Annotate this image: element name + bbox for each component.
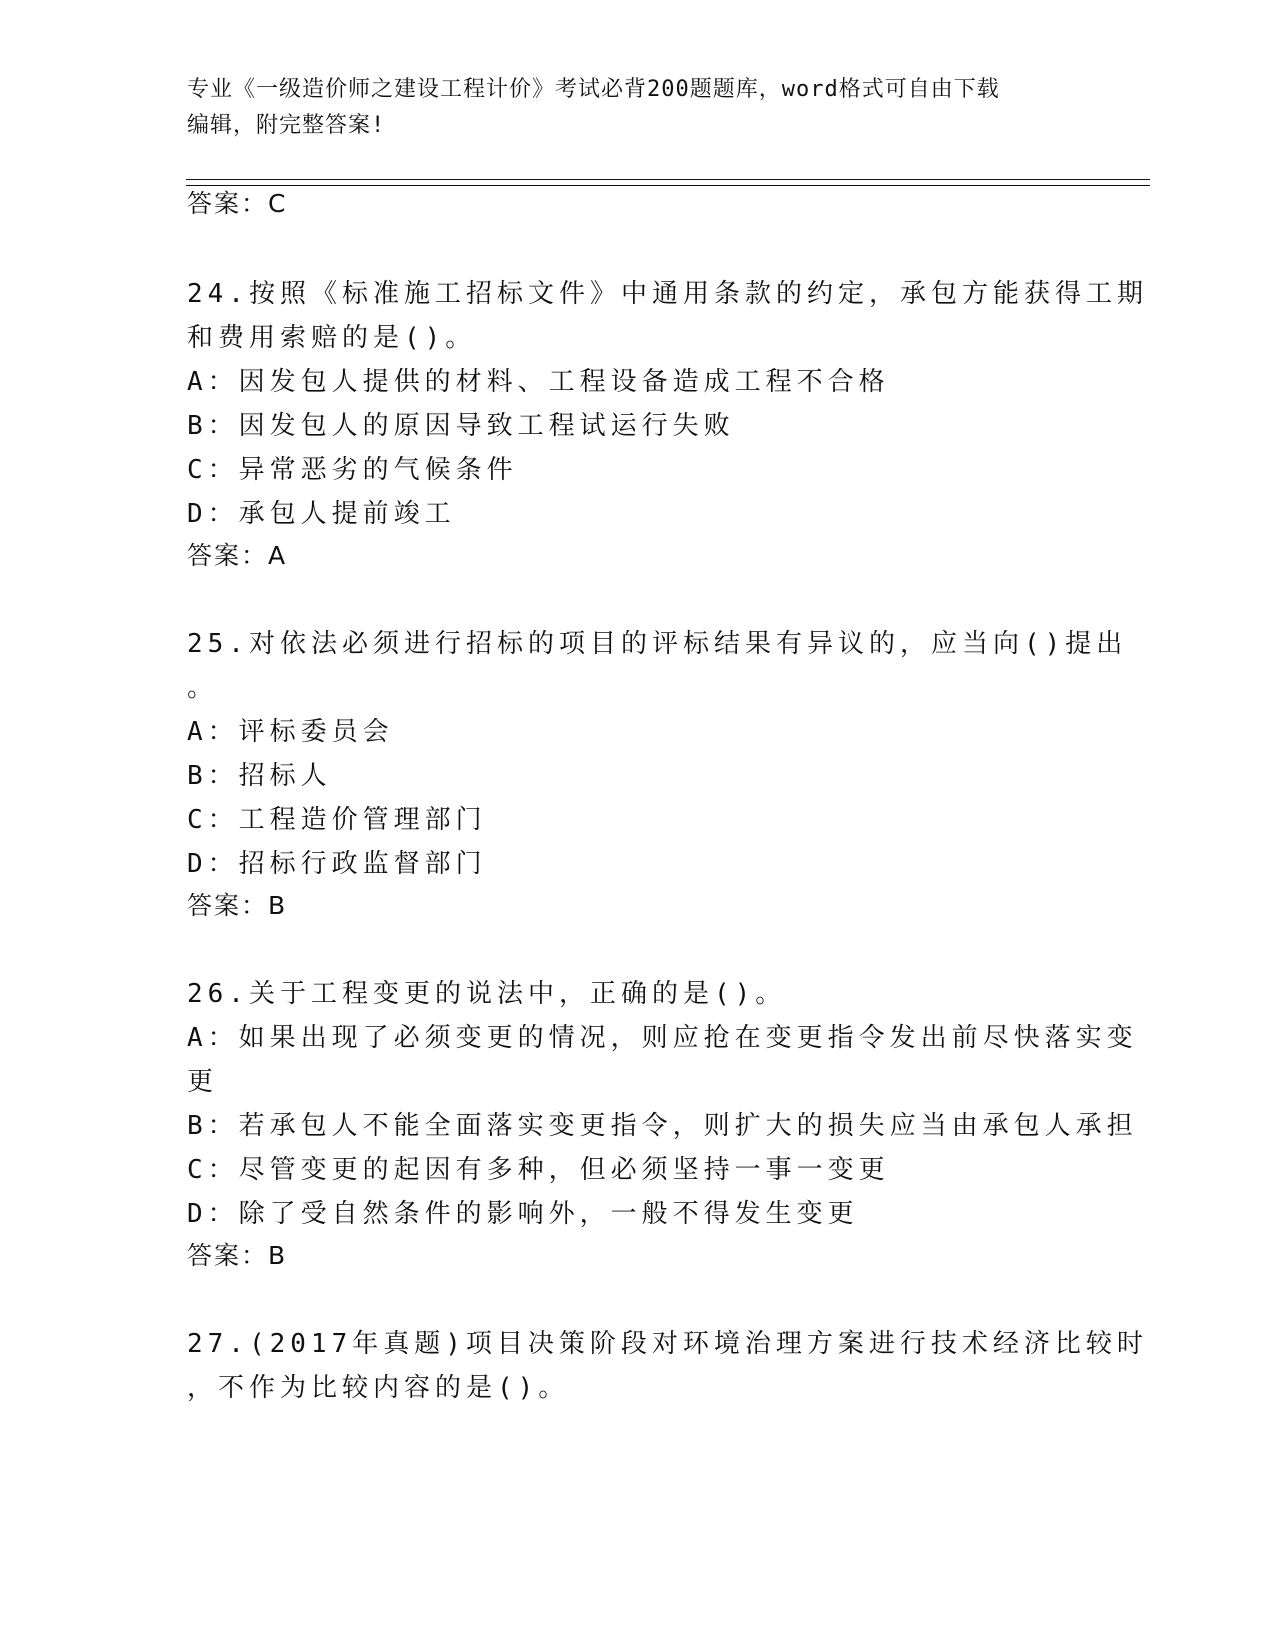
question-26-stem: 26.关于工程变更的说法中，正确的是()。 bbox=[187, 979, 787, 1009]
question-25-option-a: A：评标委员会 bbox=[187, 717, 394, 747]
answer-q23: 答案：C bbox=[187, 189, 288, 218]
question-26-option-a-line-1: A：如果出现了必须变更的情况，则应抢在变更指令发出前尽快落实变 bbox=[187, 1023, 1138, 1053]
question-26-option-a-line-2: 更 bbox=[187, 1067, 219, 1097]
question-26-option-c: C：尽管变更的起因有多种，但必须坚持一事一变更 bbox=[187, 1155, 890, 1185]
header-line-1: 专业《一级造价师之建设工程计价》考试必背200题题库，word格式可自由下载 bbox=[187, 77, 1000, 102]
question-25-option-b: B：招标人 bbox=[187, 761, 332, 791]
question-25-option-c: C：工程造价管理部门 bbox=[187, 805, 487, 835]
header-divider-top bbox=[186, 179, 1150, 180]
question-24-stem-line-2: 和费用索赔的是()。 bbox=[187, 323, 477, 353]
header-divider-bottom bbox=[186, 185, 1150, 186]
question-24-stem-line-1: 24.按照《标准施工招标文件》中通用条款的约定，承包方能获得工期 bbox=[187, 279, 1148, 309]
question-26-option-d: D：除了受自然条件的影响外，一般不得发生变更 bbox=[187, 1199, 859, 1229]
question-27-stem-line-2: ，不作为比较内容的是()。 bbox=[187, 1373, 570, 1403]
question-24-option-c: C：异常恶劣的气候条件 bbox=[187, 455, 518, 485]
question-25-stem-line-2: 。 bbox=[187, 673, 219, 703]
question-24-option-a: A：因发包人提供的材料、工程设备造成工程不合格 bbox=[187, 367, 890, 397]
question-25-option-d: D：招标行政监督部门 bbox=[187, 849, 487, 879]
answer-q25: 答案：B bbox=[187, 891, 288, 920]
answer-q24: 答案：A bbox=[187, 541, 288, 570]
question-24-option-b: B：因发包人的原因导致工程试运行失败 bbox=[187, 411, 735, 441]
question-26-option-b: B：若承包人不能全面落实变更指令，则扩大的损失应当由承包人承担 bbox=[187, 1111, 1138, 1141]
question-25-stem-line-1: 25.对依法必须进行招标的项目的评标结果有异议的，应当向()提出 bbox=[187, 629, 1128, 659]
document-header bbox=[187, 72, 1067, 144]
question-27-stem-line-1: 27.(2017年真题)项目决策阶段对环境治理方案进行技术经济比较时 bbox=[187, 1329, 1148, 1359]
answer-q26: 答案：B bbox=[187, 1241, 288, 1270]
question-24-option-d: D：承包人提前竣工 bbox=[187, 499, 456, 529]
header-line-2: 编辑，附完整答案! bbox=[187, 113, 386, 138]
